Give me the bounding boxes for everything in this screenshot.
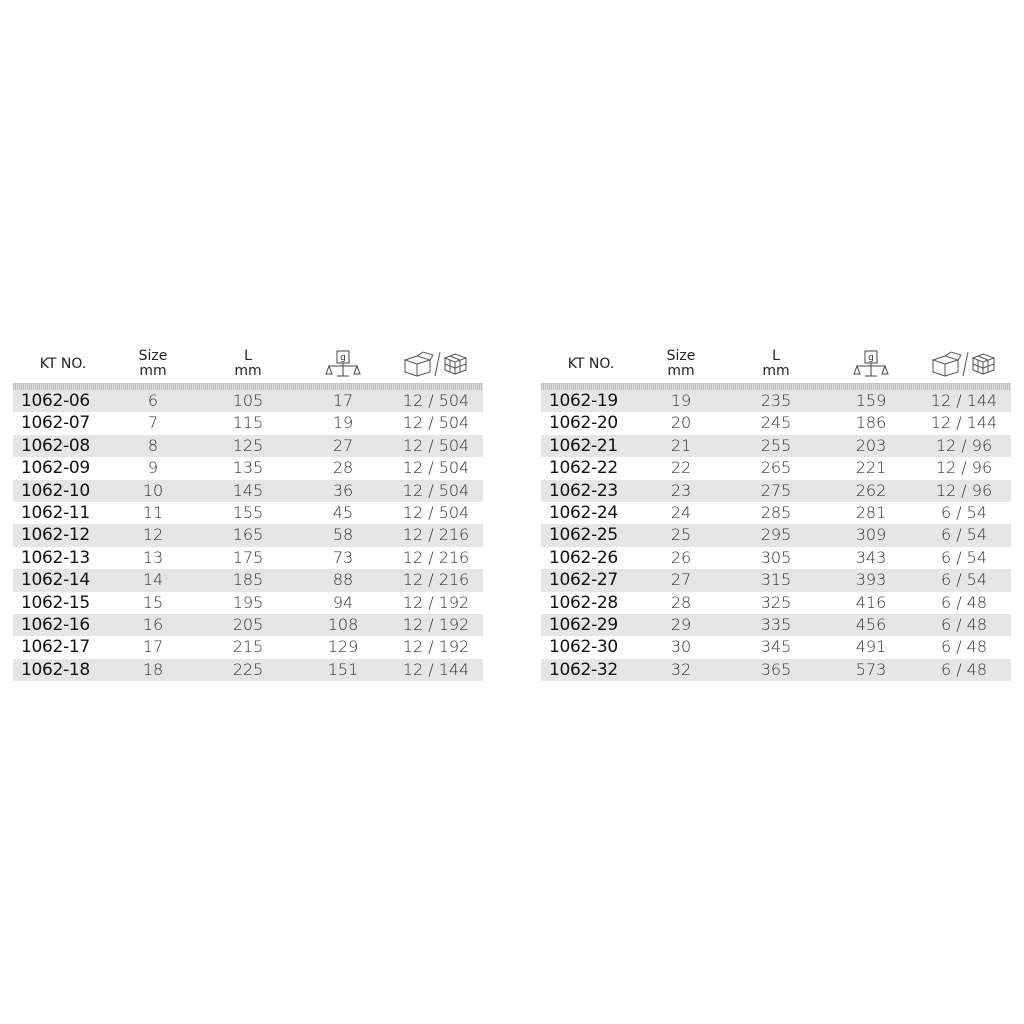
cell-length: 365 (760, 659, 792, 679)
cell-size: 18 (142, 659, 164, 679)
table-row (13, 390, 483, 412)
cell-weight: 88 (332, 570, 354, 590)
cell-packaging: 12 / 216 (402, 547, 470, 567)
cell-size: 20 (670, 413, 692, 433)
header-weight (313, 349, 373, 379)
cell-weight: 27 (332, 435, 354, 455)
cell-weight: 19 (332, 413, 354, 433)
cell-size: 7 (147, 413, 159, 433)
table-row (13, 502, 483, 524)
cell-kt-no: 1062-16 (21, 614, 90, 635)
cell-weight: 17 (332, 391, 354, 410)
cell-kt-no: 1062-21 (549, 435, 618, 456)
cell-packaging: 6 / 54 (940, 570, 988, 590)
cell-length: 185 (232, 570, 264, 590)
cell-weight: 45 (332, 502, 354, 522)
table-row (13, 614, 483, 636)
cell-size: 17 (142, 637, 164, 657)
header-divider (541, 383, 1011, 390)
cell-packaging: 12 / 144 (402, 659, 470, 679)
cell-size: 23 (670, 480, 692, 500)
cell-length: 165 (232, 525, 264, 545)
header-size-unit: mm (139, 363, 167, 379)
table-row (541, 502, 1011, 524)
cell-length: 155 (232, 502, 264, 522)
cell-packaging: 12 / 504 (402, 413, 470, 433)
cell-size: 22 (670, 458, 692, 478)
cell-packaging: 12 / 144 (930, 413, 998, 433)
cell-weight: 94 (332, 592, 354, 612)
cell-length: 255 (760, 435, 792, 455)
header-kt-no (23, 351, 103, 377)
table-row (541, 524, 1011, 546)
cell-packaging: 6 / 54 (940, 547, 988, 567)
table-row (13, 412, 483, 434)
cell-length: 315 (760, 570, 792, 590)
cell-length: 115 (232, 413, 264, 433)
table-row (13, 592, 483, 614)
cell-length: 225 (232, 659, 264, 679)
header-kt-no-label: KT NO. (39, 355, 87, 372)
cell-length: 335 (760, 614, 792, 634)
cell-length: 235 (760, 391, 792, 410)
cell-kt-no: 1062-22 (549, 458, 618, 479)
cell-kt-no: 1062-18 (21, 659, 90, 680)
cell-kt-no: 1062-09 (21, 458, 90, 479)
cell-size: 25 (670, 525, 692, 545)
cell-packaging: 12 / 192 (402, 637, 470, 657)
cell-size: 9 (147, 458, 159, 478)
cell-packaging: 6 / 48 (940, 592, 988, 612)
cell-weight: 416 (855, 592, 887, 612)
cell-size: 15 (142, 592, 164, 612)
cell-packaging: 12 / 96 (935, 480, 993, 500)
cell-kt-no: 1062-20 (549, 413, 618, 434)
cell-kt-no: 1062-26 (549, 547, 618, 568)
cell-kt-no: 1062-08 (21, 435, 90, 456)
cell-length: 145 (232, 480, 264, 500)
cell-length: 175 (232, 547, 264, 567)
header-packaging (929, 349, 999, 379)
cell-packaging: 12 / 504 (402, 458, 470, 478)
cell-size: 21 (670, 435, 692, 455)
cell-length: 285 (760, 502, 792, 522)
cell-packaging: 12 / 504 (402, 502, 470, 522)
cell-weight: 151 (327, 659, 359, 679)
cell-kt-no: 1062-29 (549, 614, 618, 635)
cell-weight: 203 (855, 435, 887, 455)
cell-weight: 393 (855, 570, 887, 590)
header-length-label: L (244, 348, 252, 364)
spec-table-right (541, 343, 1011, 681)
header-size (641, 347, 721, 381)
table-row (13, 636, 483, 658)
table-header (13, 343, 483, 383)
spec-table-left (13, 343, 483, 681)
cell-size: 24 (670, 502, 692, 522)
table-row (13, 659, 483, 681)
cell-length: 265 (760, 458, 792, 478)
cell-size: 11 (142, 502, 164, 522)
cell-weight: 129 (327, 637, 359, 657)
cell-kt-no: 1062-24 (549, 502, 618, 523)
cell-weight: 159 (855, 391, 887, 410)
cell-packaging: 12 / 192 (402, 592, 470, 612)
cell-kt-no: 1062-13 (21, 547, 90, 568)
header-size-unit: mm (667, 363, 695, 379)
cell-kt-no: 1062-25 (549, 525, 618, 546)
cell-kt-no: 1062-23 (549, 480, 618, 501)
cell-kt-no: 1062-10 (21, 480, 90, 501)
table-row (13, 547, 483, 569)
cell-packaging: 12 / 216 (402, 570, 470, 590)
cell-weight: 491 (855, 637, 887, 657)
cell-size: 16 (142, 614, 164, 634)
cell-packaging: 12 / 192 (402, 614, 470, 634)
cell-weight: 456 (855, 614, 887, 634)
table-body (13, 390, 483, 681)
weight-unit-label: g (340, 353, 346, 363)
cell-weight: 573 (855, 659, 887, 679)
header-length (736, 347, 816, 381)
box-carton-icon (931, 351, 997, 377)
header-kt-no (551, 351, 631, 377)
table-row (541, 636, 1011, 658)
cell-size: 10 (142, 480, 164, 500)
cell-length: 275 (760, 480, 792, 500)
cell-packaging: 12 / 144 (930, 391, 998, 410)
scale-icon (325, 350, 361, 378)
cell-size: 8 (147, 435, 159, 455)
table-row (541, 480, 1011, 502)
cell-kt-no: 1062-27 (549, 570, 618, 591)
cell-weight: 28 (332, 458, 354, 478)
cell-length: 205 (232, 614, 264, 634)
header-weight (841, 349, 901, 379)
cell-size: 30 (670, 637, 692, 657)
cell-size: 13 (142, 547, 164, 567)
table-row (541, 569, 1011, 591)
cell-length: 195 (232, 592, 264, 612)
cell-weight: 73 (332, 547, 354, 567)
cell-length: 345 (760, 637, 792, 657)
table-row (541, 614, 1011, 636)
table-row (13, 457, 483, 479)
cell-kt-no: 1062-15 (21, 592, 90, 613)
cell-length: 215 (232, 637, 264, 657)
header-length-unit: mm (234, 363, 262, 379)
table-header (541, 343, 1011, 383)
cell-kt-no: 1062-11 (21, 502, 90, 523)
header-size (113, 347, 193, 381)
cell-weight: 309 (855, 525, 887, 545)
cell-weight: 108 (327, 614, 359, 634)
cell-kt-no: 1062-17 (21, 637, 90, 658)
cell-size: 32 (670, 659, 692, 679)
header-size-label: Size (138, 348, 168, 364)
cell-size: 12 (142, 525, 164, 545)
header-size-label: Size (666, 348, 696, 364)
table-row (541, 435, 1011, 457)
table-row (541, 457, 1011, 479)
table-row (13, 435, 483, 457)
cell-length: 245 (760, 413, 792, 433)
cell-packaging: 12 / 504 (402, 435, 470, 455)
header-divider (13, 383, 483, 390)
header-length (208, 347, 288, 381)
cell-weight: 186 (855, 413, 887, 433)
weight-unit-label: g (868, 353, 874, 363)
cell-kt-no: 1062-19 (549, 391, 618, 411)
cell-length: 135 (232, 458, 264, 478)
cell-weight: 221 (855, 458, 887, 478)
table-row (541, 547, 1011, 569)
cell-packaging: 12 / 504 (402, 391, 470, 410)
cell-kt-no: 1062-07 (21, 413, 90, 434)
cell-packaging: 6 / 54 (940, 525, 988, 545)
cell-packaging: 6 / 54 (940, 502, 988, 522)
cell-kt-no: 1062-06 (21, 391, 90, 411)
cell-packaging: 12 / 216 (402, 525, 470, 545)
scale-icon (853, 350, 889, 378)
cell-size: 19 (670, 391, 692, 410)
cell-size: 6 (147, 391, 159, 410)
table-row (541, 592, 1011, 614)
cell-length: 295 (760, 525, 792, 545)
table-row (541, 659, 1011, 681)
table-row (541, 390, 1011, 412)
cell-size: 27 (670, 570, 692, 590)
cell-size: 29 (670, 614, 692, 634)
cell-length: 125 (232, 435, 264, 455)
table-row (13, 480, 483, 502)
cell-size: 28 (670, 592, 692, 612)
cell-size: 14 (142, 570, 164, 590)
cell-packaging: 6 / 48 (940, 659, 988, 679)
header-kt-no-label: KT NO. (567, 355, 615, 372)
header-length-label: L (772, 348, 780, 364)
header-packaging (401, 349, 471, 379)
cell-weight: 262 (855, 480, 887, 500)
header-length-unit: mm (762, 363, 790, 379)
cell-length: 325 (760, 592, 792, 612)
box-carton-icon (403, 351, 469, 377)
cell-length: 305 (760, 547, 792, 567)
cell-length: 105 (232, 391, 264, 410)
cell-kt-no: 1062-14 (21, 570, 90, 591)
cell-packaging: 6 / 48 (940, 637, 988, 657)
cell-kt-no: 1062-28 (549, 592, 618, 613)
table-row (13, 524, 483, 546)
cell-kt-no: 1062-12 (21, 525, 90, 546)
cell-weight: 58 (332, 525, 354, 545)
cell-weight: 343 (855, 547, 887, 567)
cell-kt-no: 1062-32 (549, 659, 618, 680)
cell-packaging: 12 / 504 (402, 480, 470, 500)
table-row (541, 412, 1011, 434)
cell-weight: 281 (855, 502, 887, 522)
cell-size: 26 (670, 547, 692, 567)
cell-packaging: 12 / 96 (935, 435, 993, 455)
cell-packaging: 12 / 96 (935, 458, 993, 478)
cell-packaging: 6 / 48 (940, 614, 988, 634)
table-body (541, 390, 1011, 681)
cell-kt-no: 1062-30 (549, 637, 618, 658)
table-row (13, 569, 483, 591)
cell-weight: 36 (332, 480, 354, 500)
